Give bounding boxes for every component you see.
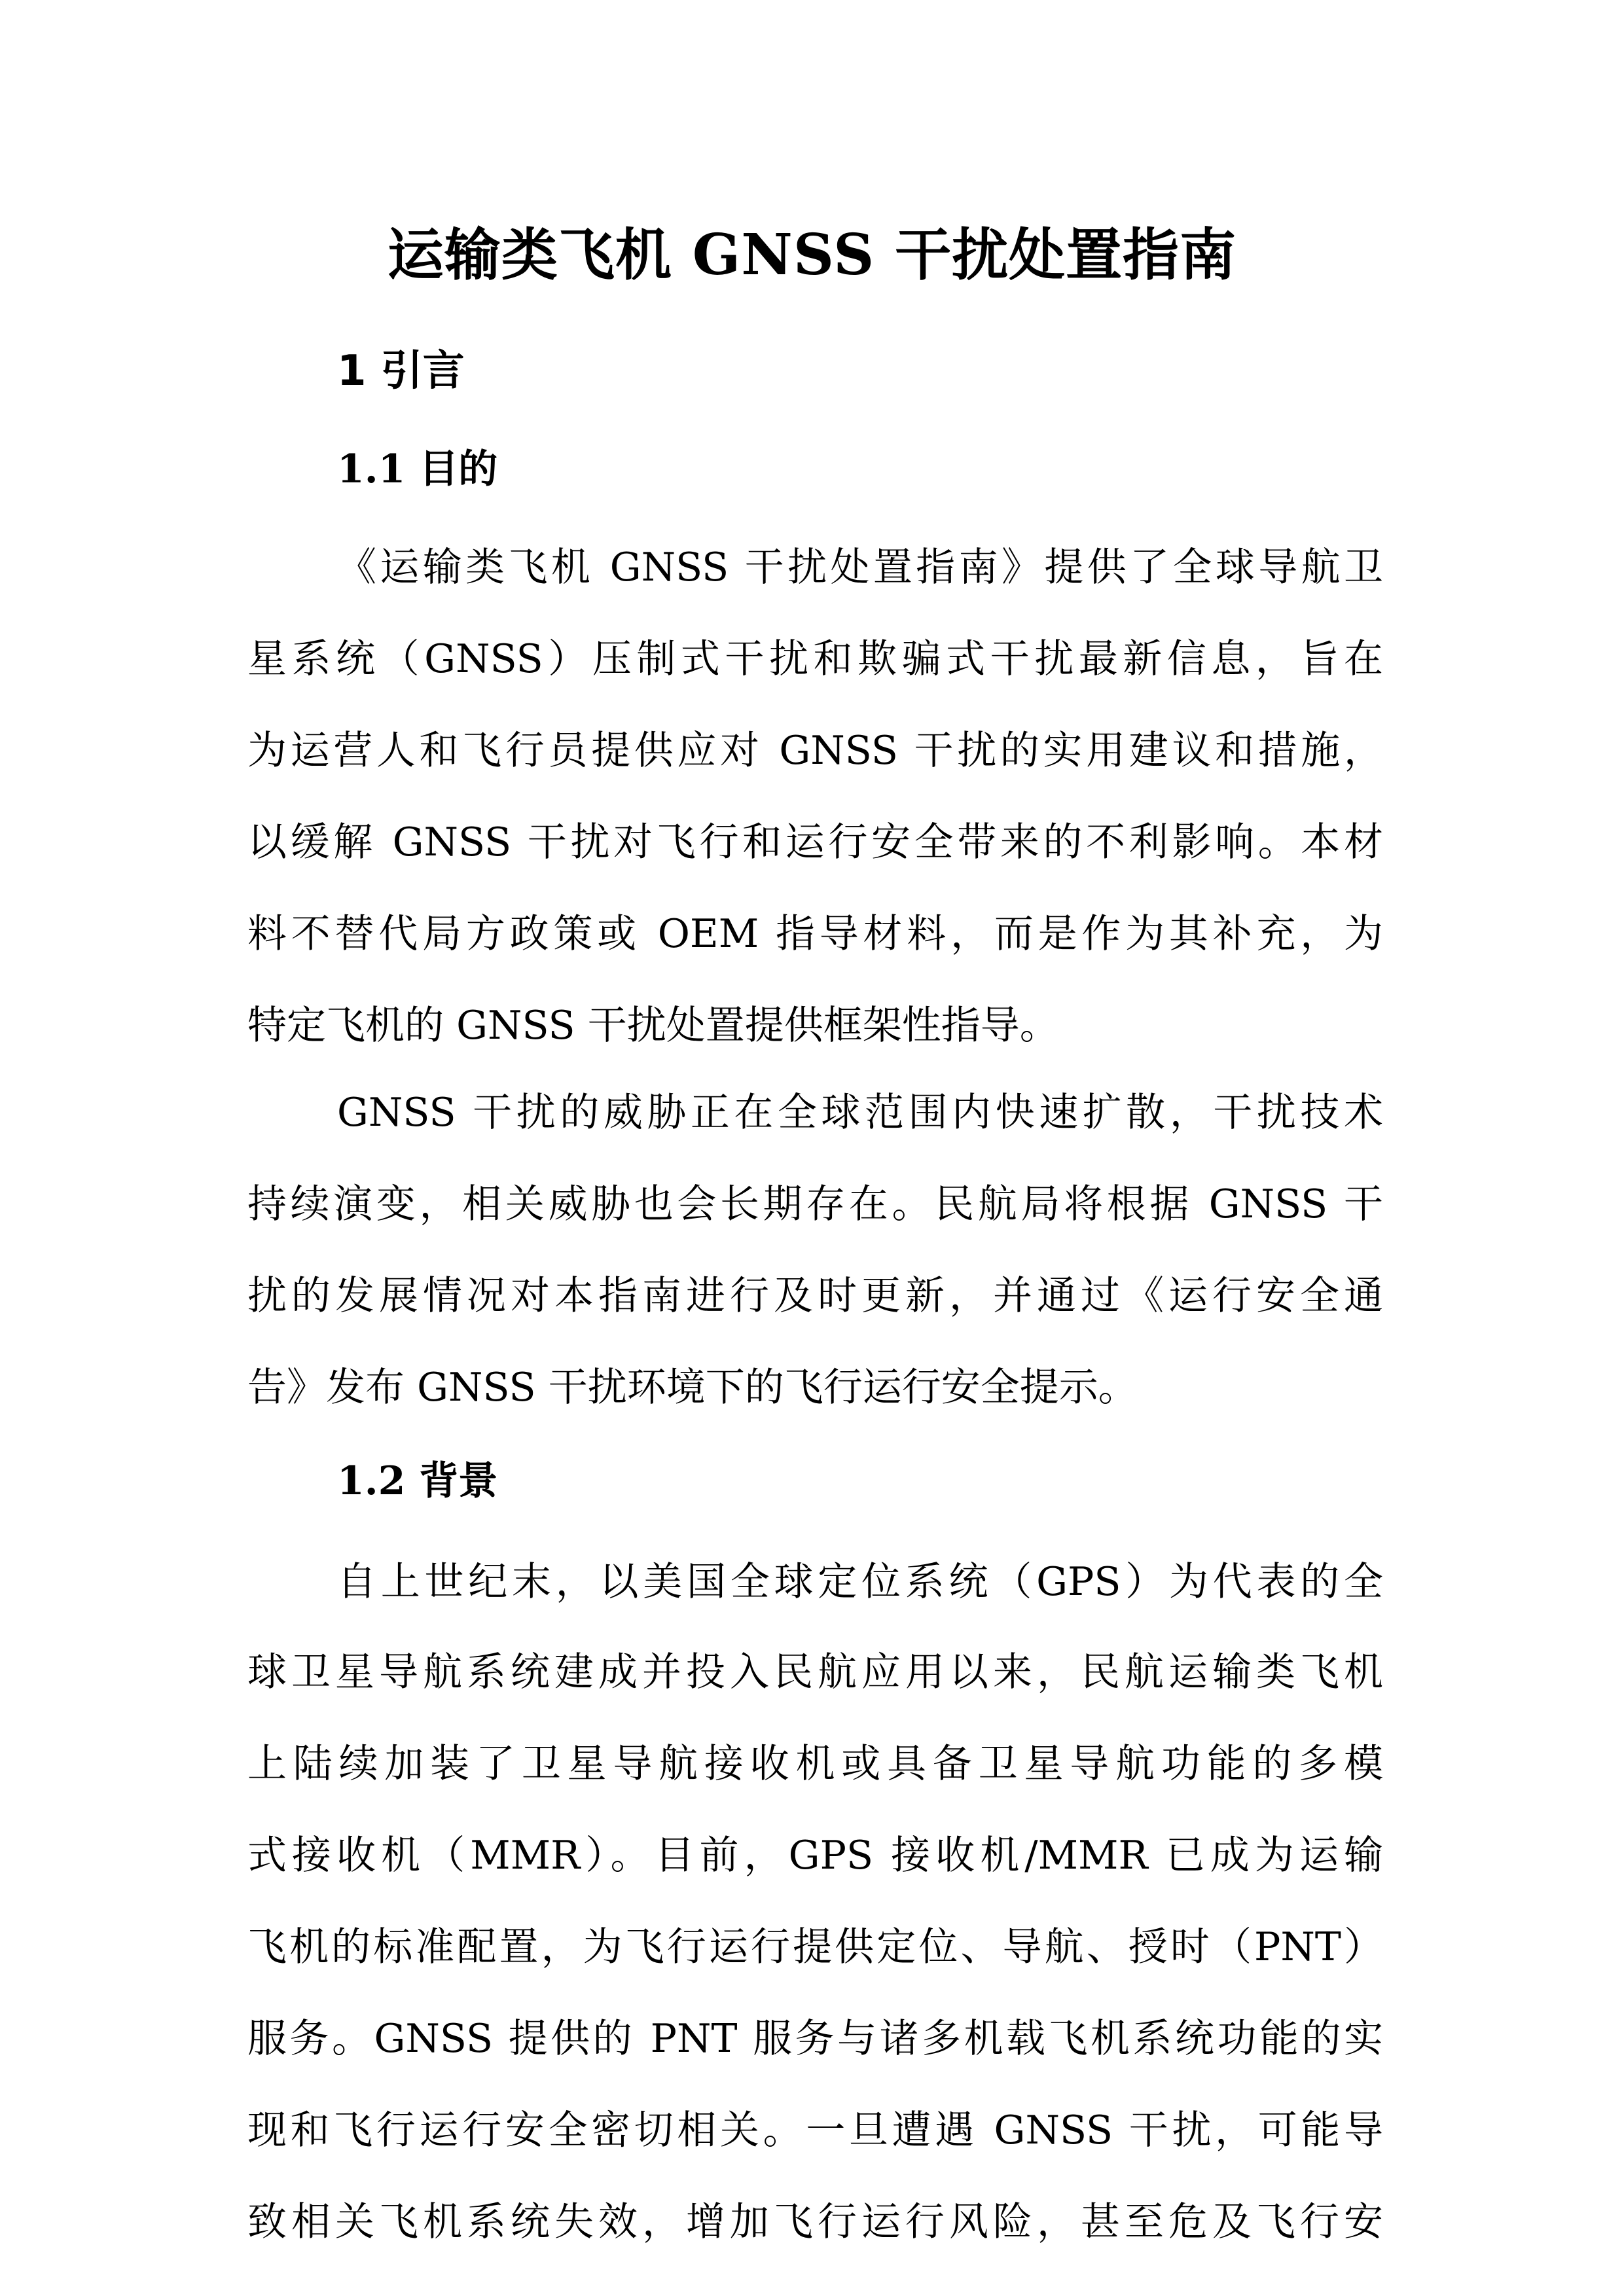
subsection-heading-purpose: 1.1 目的 bbox=[337, 446, 498, 492]
document-title: 运输类飞机 GNSS 干扰处置指南 bbox=[387, 222, 1237, 288]
paragraph-line: 扰的发展情况对本指南进行及时更新，并通过《运行安全通 bbox=[247, 1273, 1383, 1319]
paragraph-line: 球卫星导航系统建成并投入民航应用以来，民航运输类飞机 bbox=[247, 1649, 1383, 1695]
section-heading-introduction: 1 引言 bbox=[337, 347, 465, 395]
paragraph-line: 《运输类飞机 GNSS 干扰处置指南》提供了全球导航卫 bbox=[337, 545, 1383, 590]
paragraph-line: 料不替代局方政策或 OEM 指导材料，而是作为其补充，为 bbox=[247, 911, 1383, 957]
paragraph-line: 致相关飞机系统失效，增加飞行运行风险，甚至危及飞行安 bbox=[247, 2199, 1383, 2245]
paragraph-line: 特定飞机的 GNSS 干扰处置提供框架性指导。 bbox=[247, 1003, 1059, 1049]
subsection-heading-background: 1.2 背景 bbox=[337, 1458, 498, 1504]
paragraph-line: 自上世纪末，以美国全球定位系统（GPS）为代表的全 bbox=[337, 1559, 1383, 1605]
paragraph-line: 现和飞行运行安全密切相关。一旦遭遇 GNSS 干扰，可能导 bbox=[247, 2108, 1383, 2153]
paragraph-line: 持续演变，相关威胁也会长期存在。民航局将根据 GNSS 干 bbox=[247, 1181, 1383, 1227]
paragraph-line: 以缓解 GNSS 干扰对飞行和运行安全带来的不利影响。本材 bbox=[247, 819, 1383, 865]
paragraph-line: GNSS 干扰的威胁正在全球范围内快速扩散，干扰技术 bbox=[337, 1090, 1383, 1136]
paragraph-line: 飞机的标准配置，为飞行运行提供定位、导航、授时（PNT） bbox=[247, 1924, 1383, 1970]
paragraph-line: 星系统（GNSS）压制式干扰和欺骗式干扰最新信息，旨在 bbox=[247, 636, 1383, 682]
paragraph-line: 为运营人和飞行员提供应对 GNSS 干扰的实用建议和措施， bbox=[247, 728, 1383, 774]
paragraph-line: 式接收机（MMR）。目前，GPS 接收机/MMR 已成为运输 bbox=[247, 1833, 1383, 1878]
paragraph-line: 服务。GNSS 提供的 PNT 服务与诸多机载飞机系统功能的实 bbox=[247, 2016, 1383, 2062]
paragraph-line: 告》发布 GNSS 干扰环境下的飞行运行安全提示。 bbox=[247, 1365, 1138, 1410]
paragraph-line: 上陆续加装了卫星导航接收机或具备卫星导航功能的多模 bbox=[247, 1741, 1383, 1787]
